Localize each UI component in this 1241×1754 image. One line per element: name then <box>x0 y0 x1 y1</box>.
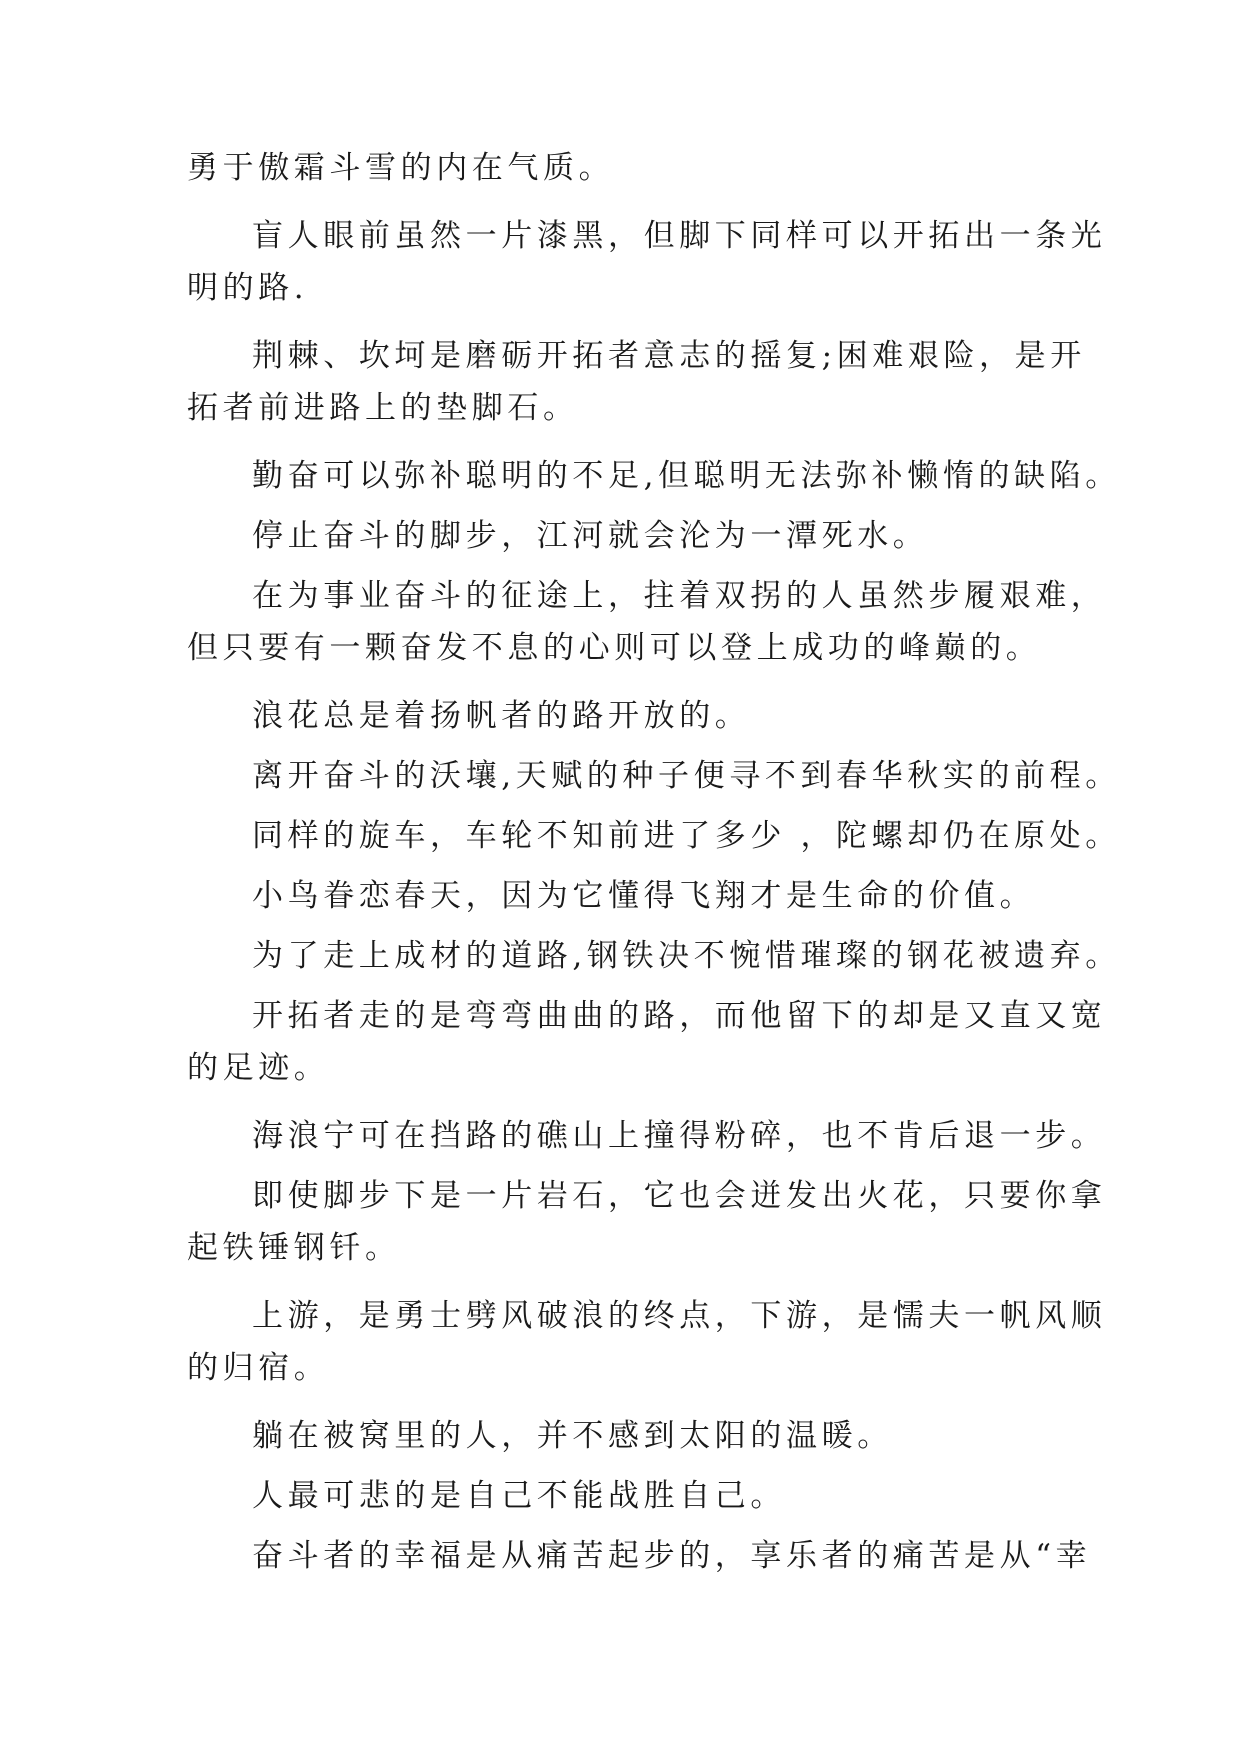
text-line: 荆棘、坎坷是磨砺开拓者意志的摇复;困难艰险，是开 <box>252 338 1086 374</box>
text-line: 勇于傲霜斗雪的内在气质。 <box>187 150 615 186</box>
text-line: 小鸟眷恋春天，因为它懂得飞翔才是生命的价值。 <box>252 878 1036 914</box>
text-line: 开拓者走的是弯弯曲曲的路，而他留下的却是又直又宽 <box>252 998 1107 1034</box>
text-line: 的足迹。 <box>187 1050 330 1086</box>
text-line: 在为事业奋斗的征途上，拄着双拐的人虽然步履艰难， <box>252 578 1107 614</box>
text-line: 盲人眼前虽然一片漆黑，但脚下同样可以开拓出一条光 <box>252 218 1107 254</box>
text-line: 但只要有一颗奋发不息的心则可以登上成功的峰巅的。 <box>187 630 1042 666</box>
text-line: 海浪宁可在挡路的礁山上撞得粉碎，也不肯后退一步。 <box>252 1118 1107 1154</box>
text-line: 明的路. <box>187 270 309 306</box>
text-line: 人最可悲的是自己不能战胜自己。 <box>252 1478 786 1514</box>
text-line: 浪花总是着扬帆者的路开放的。 <box>252 698 751 734</box>
text-line: 离开奋斗的沃壤,天赋的种子便寻不到春华秋实的前程。 <box>252 758 1121 794</box>
text-line: 上游，是勇士劈风破浪的终点，下游，是懦夫一帆风顺 <box>252 1298 1107 1334</box>
text-line: 同样的旋车，车轮不知前进了多少 ，陀螺却仍在原处。 <box>252 818 1121 854</box>
text-line: 奋斗者的幸福是从痛苦起步的，享乐者的痛苦是从“幸 <box>252 1538 1092 1574</box>
text-line: 起铁锤钢钎。 <box>187 1230 401 1266</box>
text-line: 为了走上成材的道路,钢铁决不惋惜璀璨的钢花被遗弃。 <box>252 938 1121 974</box>
text-line: 拓者前进路上的垫脚石。 <box>187 390 579 426</box>
text-line: 躺在被窝里的人，并不感到太阳的温暖。 <box>252 1418 893 1454</box>
text-line: 即使脚步下是一片岩石，它也会迸发出火花，只要你拿 <box>252 1178 1107 1214</box>
text-line: 停止奋斗的脚步，江河就会沦为一潭死水。 <box>252 518 929 554</box>
text-line: 的归宿。 <box>187 1350 330 1386</box>
text-line: 勤奋可以弥补聪明的不足,但聪明无法弥补懒惰的缺陷。 <box>252 458 1121 494</box>
